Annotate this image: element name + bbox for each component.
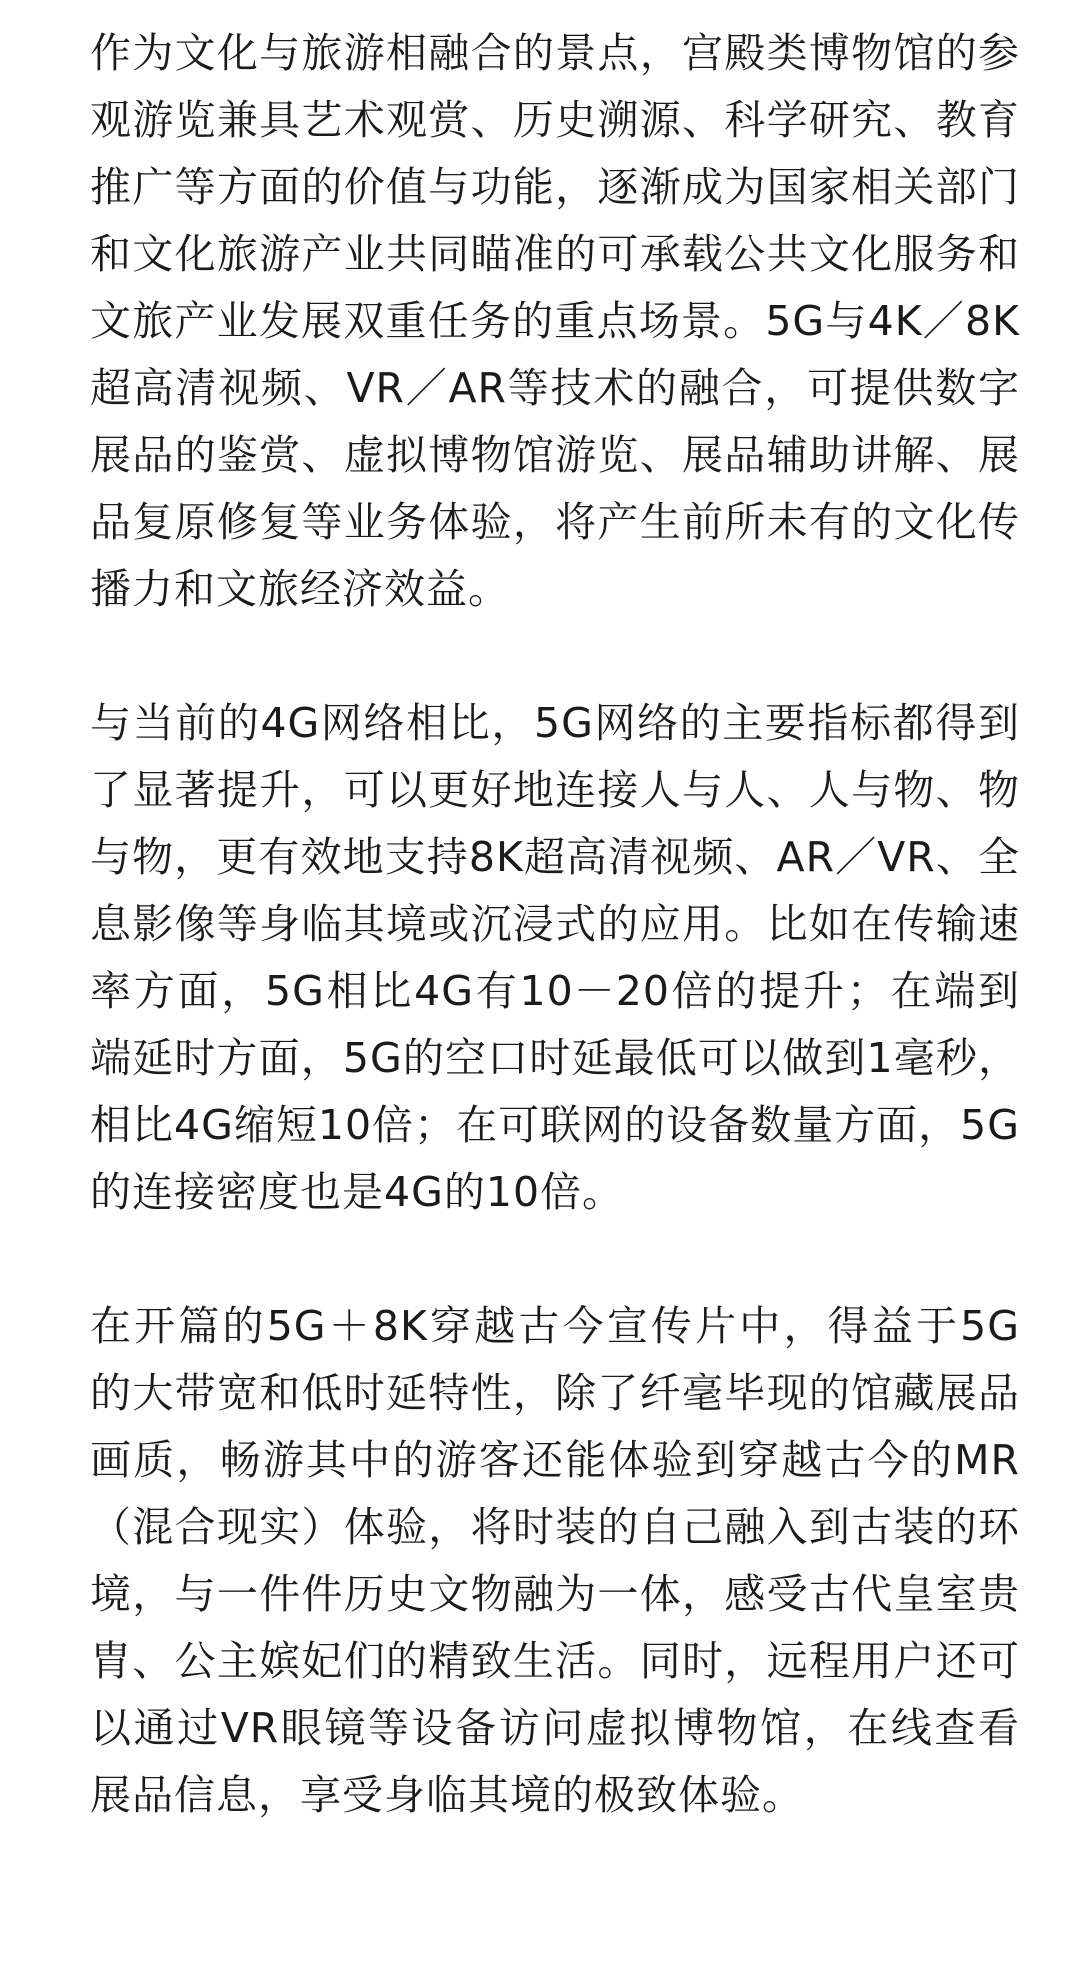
paragraph-spacer	[90, 623, 1020, 690]
paragraph-5g-8k-promo: 在开篇的5G＋8K穿越古今宣传片中，得益于5G的大带宽和低时延特性，除了纤毫毕现的馆藏展品画质，畅游其中的游客还能体验到穿越古今的MR（混合现实）体验，将时装的自己融入到古装的环境，与一件件历史文物融为一体，感受古代皇室贵胄、公主嫔妃们的精致生活。同时，远程用户还可以通过VR眼镜等设备访问虚拟博物馆，在线查看展品信息，享受身临其境的极致体验。	[90, 1302, 1020, 1819]
paragraph-5g-vs-4g: 与当前的4G网络相比，5G网络的主要指标都得到了显著提升，可以更好地连接人与人、人与物、物与物，更有效地支持8K超高清视频、AR／VR、全息影像等身临其境或沉浸式的应用。比如在传输速率方面，5G相比4G有10－20倍的提升；在端到端延时方面，5G的空口时延最低可以做到1毫秒，相比4G缩短10倍；在可联网的设备数量方面，5G的连接密度也是4G的10倍。	[90, 699, 1020, 1216]
paragraph-culture-tourism: 作为文化与旅游相融合的景点，宫殿类博物馆的参观游览兼具艺术观赏、历史溯源、科学研究、教育推广等方面的价值与功能，逐渐成为国家相关部门和文化旅游产业共同瞄准的可承载公共文化服务和文旅产业发展双重任务的重点场景。5G与4K／8K超高清视频、VR／AR等技术的融合，可提供数字展品的鉴赏、虚拟博物馆游览、展品辅助讲解、展品复原修复等业务体验，将产生前所未有的文化传播力和文旅经济效益。	[90, 29, 1020, 613]
article-body	[90, 20, 1020, 1829]
paragraph-spacer	[90, 1226, 1020, 1293]
